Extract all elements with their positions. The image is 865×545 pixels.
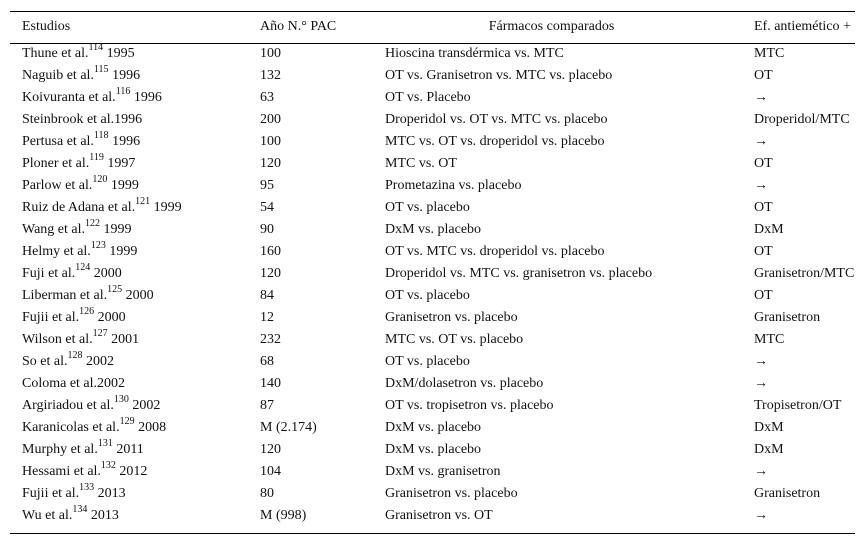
study-year: 2002 bbox=[132, 398, 161, 413]
cell-drugs: DxM vs. granisetron bbox=[385, 464, 501, 479]
study-author: Murphy et al. bbox=[22, 442, 98, 457]
reference-number: 116 bbox=[115, 86, 131, 98]
cell-study bbox=[10, 153, 248, 175]
study-author: Koivuranta et al. bbox=[22, 90, 116, 105]
cell-effect: → bbox=[754, 464, 768, 479]
study-author: Wu et al. bbox=[22, 508, 73, 523]
reference-number: 119 bbox=[89, 152, 104, 164]
cell-pac: 87 bbox=[260, 398, 274, 413]
header-ano-pac: Año N.° PAC bbox=[260, 19, 337, 34]
cell-drugs: MTC vs. OT bbox=[385, 156, 457, 171]
study-year: 1997 bbox=[107, 156, 136, 171]
cell-effect: OT bbox=[754, 200, 773, 215]
study-year: 1999 bbox=[109, 244, 138, 259]
cell-drugs: Droperidol vs. MTC vs. granisetron vs. placebo bbox=[385, 266, 653, 281]
study-year: 2002 bbox=[86, 354, 114, 369]
table-row bbox=[10, 241, 855, 263]
cell-study bbox=[10, 241, 248, 263]
cell-pac: 90 bbox=[260, 222, 274, 237]
cell-effect: DxM bbox=[754, 442, 784, 457]
cell-pac: 104 bbox=[260, 464, 281, 479]
header-estudios: Estudios bbox=[22, 19, 71, 34]
study-year: 2000 bbox=[93, 266, 122, 281]
cell-effect: → bbox=[754, 178, 768, 193]
table-row bbox=[10, 329, 855, 351]
cell-drugs: Hioscina transdérmica vs. MTC bbox=[385, 46, 564, 61]
cell-study bbox=[10, 109, 248, 131]
study-author: So et al. bbox=[22, 354, 68, 369]
table-row bbox=[10, 197, 855, 219]
reference-number: 118 bbox=[93, 130, 109, 142]
cell-drugs: Granisetron vs. OT bbox=[385, 508, 493, 523]
study-author: Thune et al. bbox=[22, 46, 89, 61]
study-author: Fujii et al. bbox=[22, 310, 80, 325]
cell-pac: 140 bbox=[260, 376, 281, 391]
study-author: Argiriadou et al. bbox=[22, 398, 114, 413]
cell-effect: MTC bbox=[754, 46, 785, 61]
cell-pac: 80 bbox=[260, 486, 274, 501]
reference-number: 129 bbox=[119, 416, 135, 428]
cell-effect: → bbox=[754, 134, 768, 149]
reference-number: 127 bbox=[92, 328, 108, 340]
table-row bbox=[10, 43, 855, 65]
study-year: 2013 bbox=[90, 508, 119, 523]
cell-effect: → bbox=[754, 376, 768, 391]
cell-pac: 232 bbox=[260, 332, 281, 347]
study-author: Wilson et al. bbox=[22, 332, 93, 347]
cell-drugs: Prometazina vs. placebo bbox=[385, 178, 522, 193]
reference-number: 115 bbox=[93, 64, 109, 76]
cell-study bbox=[10, 263, 248, 285]
table-row bbox=[10, 373, 855, 395]
table-row bbox=[10, 219, 855, 241]
cell-pac: 120 bbox=[260, 442, 281, 457]
cell-effect: OT bbox=[754, 68, 773, 83]
reference-number: 123 bbox=[90, 240, 106, 252]
cell-drugs: Granisetron vs. placebo bbox=[385, 310, 518, 325]
cell-study bbox=[10, 505, 248, 527]
table-row bbox=[10, 153, 855, 175]
reference-number: 120 bbox=[92, 174, 108, 186]
table-row bbox=[10, 417, 855, 439]
table-row bbox=[10, 439, 855, 461]
study-year: 2000 bbox=[125, 288, 154, 303]
cell-pac: 84 bbox=[260, 288, 274, 303]
study-author: Coloma et al.2002 bbox=[22, 376, 126, 391]
cell-effect: OT bbox=[754, 288, 773, 303]
reference-number: 134 bbox=[72, 504, 88, 516]
study-author: Steinbrook et al.1996 bbox=[22, 112, 143, 127]
study-author: Pertusa et al. bbox=[22, 134, 94, 149]
table-row bbox=[10, 87, 855, 109]
cell-drugs: OT vs. placebo bbox=[385, 288, 470, 303]
study-year: 1999 bbox=[153, 200, 182, 215]
reference-number: 128 bbox=[67, 350, 83, 362]
cell-drugs: DxM vs. placebo bbox=[385, 420, 482, 435]
reference-number: 124 bbox=[75, 262, 91, 274]
cell-pac: 63 bbox=[260, 90, 274, 105]
cell-pac: 68 bbox=[260, 354, 274, 369]
study-year: 1995 bbox=[106, 46, 135, 61]
study-author: Hessami et al. bbox=[22, 464, 101, 479]
cell-study bbox=[10, 483, 248, 505]
cell-pac: 160 bbox=[260, 244, 281, 259]
study-year: 2011 bbox=[116, 442, 144, 457]
table-row bbox=[10, 285, 855, 307]
cell-pac: 100 bbox=[260, 46, 281, 61]
reference-number: 121 bbox=[135, 196, 151, 208]
table-row bbox=[10, 307, 855, 329]
cell-study bbox=[10, 175, 248, 197]
table-row bbox=[10, 505, 855, 527]
header-farmacos: Fármacos comparados bbox=[488, 19, 615, 34]
cell-effect: Tropisetron/OT bbox=[754, 398, 842, 413]
study-author: Ploner et al. bbox=[22, 156, 90, 171]
table-row bbox=[10, 351, 855, 373]
study-year: 1999 bbox=[110, 178, 139, 193]
table-row bbox=[10, 109, 855, 131]
cell-study bbox=[10, 43, 248, 65]
study-year: 1999 bbox=[103, 222, 132, 237]
cell-effect: Granisetron bbox=[754, 486, 821, 501]
cell-pac: 54 bbox=[260, 200, 274, 215]
study-year: 2001 bbox=[111, 332, 140, 347]
cell-study bbox=[10, 307, 248, 329]
cell-drugs: OT vs. placebo bbox=[385, 200, 470, 215]
table-row bbox=[10, 65, 855, 87]
cell-drugs: DxM/dolasetron vs. placebo bbox=[385, 376, 544, 391]
cell-effect: DxM bbox=[754, 420, 784, 435]
cell-pac: 120 bbox=[260, 266, 281, 281]
cell-study bbox=[10, 131, 248, 153]
table-row bbox=[10, 461, 855, 483]
table-row bbox=[10, 395, 855, 417]
header-efecto: Ef. antiemético + bbox=[754, 19, 851, 34]
cell-effect: MTC bbox=[754, 332, 785, 347]
cell-pac: M (998) bbox=[260, 508, 307, 523]
study-author: Naguib et al. bbox=[22, 68, 94, 83]
cell-drugs: Granisetron vs. placebo bbox=[385, 486, 518, 501]
study-year: 1996 bbox=[112, 68, 141, 83]
reference-number: 130 bbox=[113, 394, 129, 406]
cell-pac: M (2.174) bbox=[260, 420, 317, 435]
cell-drugs: OT vs. tropisetron vs. placebo bbox=[385, 398, 554, 413]
reference-number: 131 bbox=[97, 438, 113, 450]
cell-drugs: DxM vs. placebo bbox=[385, 442, 482, 457]
cell-pac: 120 bbox=[260, 156, 281, 171]
cell-effect: Granisetron/MTC bbox=[754, 266, 855, 281]
header-row bbox=[10, 11, 855, 43]
table-row bbox=[10, 175, 855, 197]
cell-study bbox=[10, 417, 248, 439]
reference-number: 122 bbox=[85, 218, 101, 230]
cell-drugs: OT vs. placebo bbox=[385, 354, 470, 369]
cell-effect: → bbox=[754, 354, 768, 369]
cell-pac: 95 bbox=[260, 178, 274, 193]
cell-pac: 100 bbox=[260, 134, 281, 149]
study-year: 2013 bbox=[97, 486, 126, 501]
table-row bbox=[10, 131, 855, 153]
cell-effect: DxM bbox=[754, 222, 784, 237]
reference-number: 132 bbox=[100, 460, 116, 472]
table-bottom-rule bbox=[10, 533, 855, 534]
cell-study bbox=[10, 373, 248, 395]
cell-study bbox=[10, 395, 248, 417]
cell-pac: 200 bbox=[260, 112, 281, 127]
table-body bbox=[10, 43, 855, 527]
cell-drugs: OT vs. Granisetron vs. MTC vs. placebo bbox=[385, 68, 613, 83]
reference-number: 114 bbox=[88, 42, 104, 54]
cell-effect: Granisetron bbox=[754, 310, 821, 325]
table-row bbox=[10, 483, 855, 505]
study-author: Helmy et al. bbox=[22, 244, 91, 259]
cell-drugs: DxM vs. placebo bbox=[385, 222, 482, 237]
reference-number: 126 bbox=[79, 306, 95, 318]
study-year: 2000 bbox=[97, 310, 126, 325]
cell-study bbox=[10, 351, 248, 373]
reference-number: 133 bbox=[79, 482, 95, 494]
study-author: Fuji et al. bbox=[22, 266, 76, 281]
cell-study bbox=[10, 461, 248, 483]
cell-study bbox=[10, 197, 248, 219]
cell-effect: Droperidol/MTC bbox=[754, 112, 850, 127]
study-year: 2012 bbox=[119, 464, 148, 479]
study-author: Ruiz de Adana et al. bbox=[22, 200, 136, 215]
study-author: Parlow et al. bbox=[22, 178, 93, 193]
cell-drugs: MTC vs. OT vs. placebo bbox=[385, 332, 524, 347]
study-author: Karanicolas et al. bbox=[22, 420, 120, 435]
study-year: 1996 bbox=[133, 90, 162, 105]
reference-number: 125 bbox=[107, 284, 123, 296]
cell-effect: OT bbox=[754, 244, 773, 259]
cell-study bbox=[10, 87, 248, 109]
cell-pac: 132 bbox=[260, 68, 281, 83]
study-year: 1996 bbox=[112, 134, 141, 149]
cell-drugs: MTC vs. OT vs. droperidol vs. placebo bbox=[385, 134, 605, 149]
study-author: Wang et al. bbox=[22, 222, 86, 237]
cell-drugs: OT vs. MTC vs. droperidol vs. placebo bbox=[385, 244, 605, 259]
cell-drugs: OT vs. Placebo bbox=[385, 90, 471, 105]
table-row bbox=[10, 263, 855, 285]
cell-effect: → bbox=[754, 508, 768, 523]
cell-study bbox=[10, 219, 248, 241]
studies-table bbox=[10, 11, 855, 527]
study-author: Fujii et al. bbox=[22, 486, 80, 501]
cell-pac: 12 bbox=[260, 310, 274, 325]
cell-study bbox=[10, 439, 248, 461]
cell-drugs: Droperidol vs. OT vs. MTC vs. placebo bbox=[385, 112, 608, 127]
study-author: Liberman et al. bbox=[22, 288, 108, 303]
cell-effect: → bbox=[754, 90, 768, 105]
table-header bbox=[10, 11, 855, 43]
cell-study bbox=[10, 285, 248, 307]
study-year: 2008 bbox=[138, 420, 167, 435]
cell-study bbox=[10, 329, 248, 351]
cell-effect: OT bbox=[754, 156, 773, 171]
cell-study bbox=[10, 65, 248, 87]
